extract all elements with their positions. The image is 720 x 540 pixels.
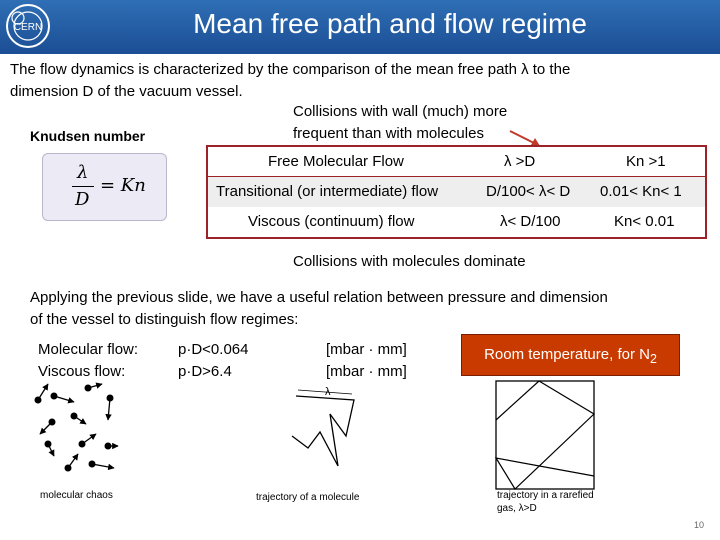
applying-line-2: of the vessel to distinguish flow regimes: (30, 311, 299, 328)
page-title: Mean free path and flow regime (193, 8, 587, 39)
applying-line-1: Applying the previous slide, we have a useful relation between pressure and dimension (30, 289, 608, 306)
header-divider (0, 52, 720, 54)
viscous-flow-label: Viscous flow: (38, 363, 126, 380)
header (0, 0, 720, 52)
room-temp-subscript: 2 (649, 352, 657, 366)
trajectory-diagram (286, 384, 366, 492)
molecular-flow-unit: [mbar · mm] (326, 341, 407, 358)
regime-condition: D/100< λ< D (486, 183, 571, 200)
table-row (208, 207, 705, 237)
regime-kn: Kn< 0.01 (614, 213, 675, 230)
viscous-flow-unit: [mbar · mm] (326, 363, 407, 380)
page-number: 10 (694, 520, 705, 530)
rarefied-trajectory-diagram (495, 380, 595, 490)
chaos-caption: molecular chaos (40, 490, 113, 501)
molecular-flow-value: p·D<0.064 (178, 341, 249, 358)
table-row (208, 176, 705, 208)
room-temp-text: Room temperature, for N (484, 346, 650, 363)
regime-kn: Kn >1 (626, 153, 666, 170)
regime-name: Free Molecular Flow (268, 153, 404, 170)
formula-fraction-bar (72, 186, 94, 187)
molecular-chaos-diagram (30, 382, 150, 487)
knudsen-label: Knudsen number (30, 128, 146, 144)
callout-wall-line-1: Collisions with wall (much) more (293, 103, 508, 120)
intro-line-2: dimension D of the vacuum vessel. (10, 83, 243, 100)
formula-denominator: D (75, 189, 90, 210)
regime-condition: λ >D (504, 153, 536, 170)
regime-name: Viscous (continuum) flow (248, 213, 415, 230)
rarefied-caption-line-1: trajectory in a rarefied (497, 490, 594, 501)
flow-regime-table (206, 145, 707, 239)
knudsen-formula (42, 153, 167, 221)
molecular-flow-label: Molecular flow: (38, 341, 139, 358)
intro-line-1: The flow dynamics is characterized by the comparison of the mean free path λ to the (10, 61, 571, 78)
formula-numerator: λ (77, 162, 89, 183)
callout-molecules: Collisions with molecules dominate (293, 253, 526, 270)
logo-text: CERN (13, 22, 43, 33)
table-row (208, 147, 705, 177)
trajectory-caption: trajectory of a molecule (256, 492, 360, 503)
room-temperature-badge (461, 334, 680, 376)
cern-logo-icon (4, 2, 52, 50)
regime-kn: 0.01< Kn< 1 (600, 183, 682, 200)
callout-wall-line-2: frequent than with molecules (293, 125, 484, 142)
regime-condition: λ< D/100 (500, 213, 561, 230)
formula-rhs: = Kn (100, 175, 146, 196)
regime-name: Transitional (or intermediate) flow (216, 183, 439, 200)
rarefied-caption-line-2: gas, λ>D (497, 503, 537, 514)
viscous-flow-value: p·D>6.4 (178, 363, 232, 380)
lambda-label: λ (325, 386, 331, 398)
